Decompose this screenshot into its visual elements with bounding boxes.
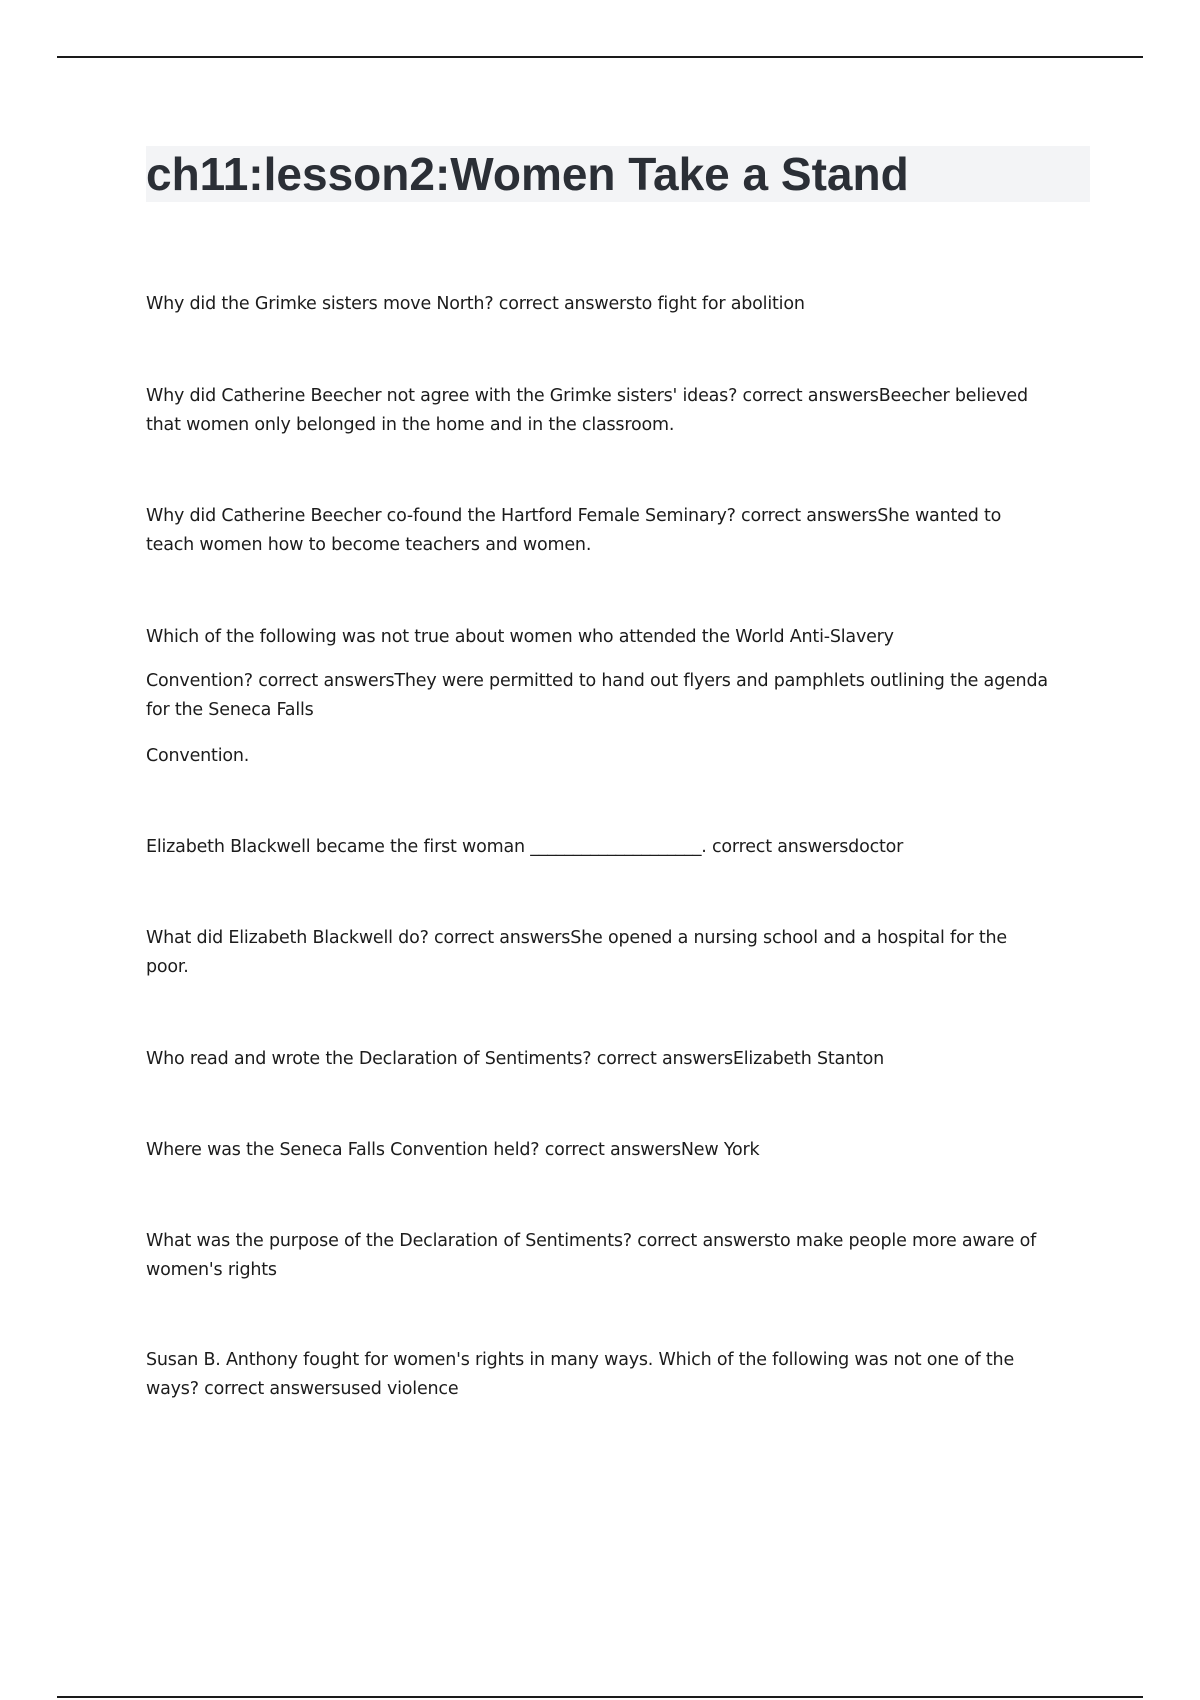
qa-line: poor. [146,957,189,977]
qa-item-4-end [146,742,1096,771]
qa-item-4 [146,623,1096,652]
qa-item-1 [146,290,1096,319]
qa-item-6 [146,924,1096,982]
qa-item-5 [146,833,1096,862]
qa-line: Why did Catherine Beecher co-found the Hartford Female Seminary? correct answersShe wanted to [146,506,1002,526]
qa-line: Which of the following was not true about women who attended the World Anti-Slavery [146,627,894,647]
qa-item-7 [146,1045,1096,1074]
page-title: ch11:lesson2:Women Take a Stand [146,148,909,200]
qa-line: What did Elizabeth Blackwell do? correct answersShe opened a nursing school and a hospital for the [146,928,1007,948]
top-rule [57,56,1143,58]
qa-line: Who read and wrote the Declaration of Sentiments? correct answersElizabeth Stanton [146,1049,885,1069]
qa-item-4-continued [146,667,1096,725]
qa-item-2 [146,382,1096,440]
qa-line: Elizabeth Blackwell became the first woman ____________________. correct answersdoctor [146,837,904,857]
qa-line: Why did Catherine Beecher not agree with the Grimke sisters' ideas? correct answersBeecher believed [146,386,1028,406]
qa-line: Where was the Seneca Falls Convention held? correct answersNew York [146,1140,760,1160]
bottom-rule [57,1696,1143,1698]
qa-line: teach women how to become teachers and women. [146,535,592,555]
qa-line: What was the purpose of the Declaration of Sentiments? correct answersto make people more aware of [146,1231,1037,1251]
qa-item-10 [146,1346,1096,1404]
qa-line: Why did the Grimke sisters move North? correct answersto fight for abolition [146,294,805,314]
qa-item-9 [146,1227,1096,1285]
qa-line: women's rights [146,1260,277,1280]
qa-item-3 [146,502,1096,560]
qa-line: Convention. [146,746,250,766]
qa-item-8 [146,1136,1096,1165]
qa-line: ways? correct answersused violence [146,1379,459,1399]
qa-line: that women only belonged in the home and in the classroom. [146,415,675,435]
qa-line: Convention? correct answersThey were permitted to hand out flyers and pamphlets outlining the agenda [146,671,1048,691]
qa-line: for the Seneca Falls [146,700,314,720]
qa-line: Susan B. Anthony fought for women's rights in many ways. Which of the following was not one of the [146,1350,1015,1370]
